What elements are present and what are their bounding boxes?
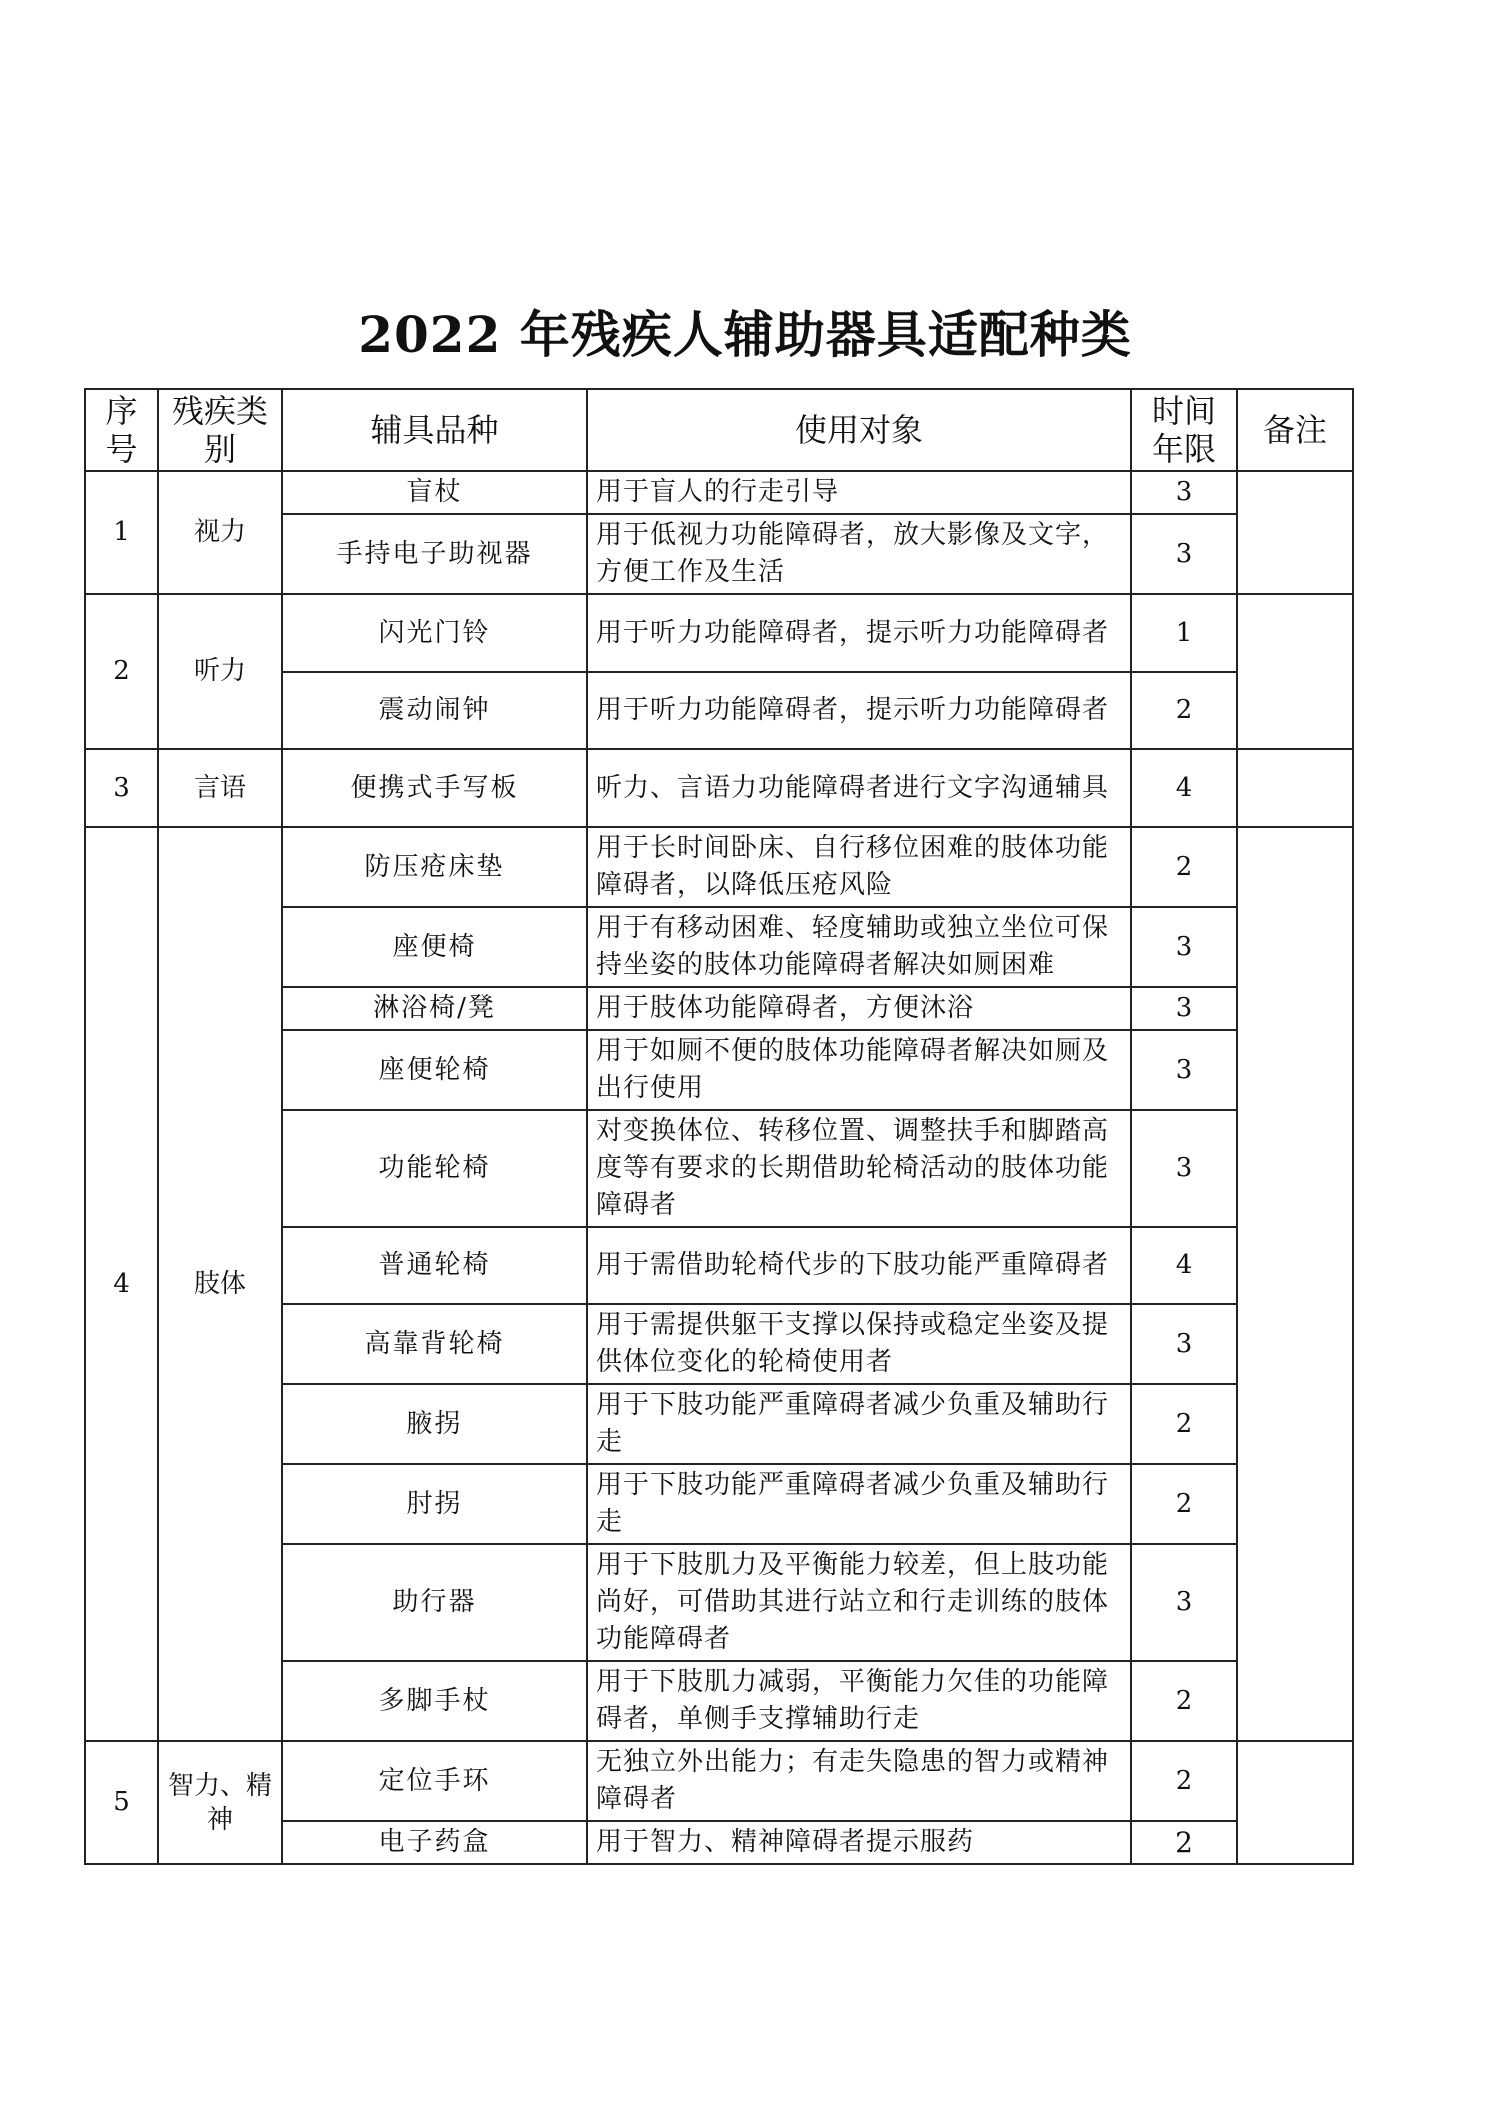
target-cell: 听力、言语力功能障碍者进行文字沟通辅具: [587, 749, 1131, 827]
years-cell: 4: [1131, 749, 1237, 827]
years-cell: 2: [1131, 827, 1237, 907]
seq-cell: 3: [85, 749, 158, 827]
years-cell: 3: [1131, 1030, 1237, 1110]
years-cell: 2: [1131, 1821, 1237, 1864]
remark-cell: [1237, 1741, 1353, 1864]
target-cell: 用于听力功能障碍者，提示听力功能障碍者: [587, 672, 1131, 749]
seq-cell: 2: [85, 594, 158, 749]
target-cell: 用于需借助轮椅代步的下肢功能严重障碍者: [587, 1227, 1131, 1304]
device-cell: 防压疮床垫: [282, 827, 587, 907]
target-cell: 用于长时间卧床、自行移位困难的肢体功能障碍者，以降低压疮风险: [587, 827, 1131, 907]
category-cell: 肢体: [158, 827, 282, 1741]
header-target: 使用对象: [587, 389, 1131, 471]
device-cell: 便携式手写板: [282, 749, 587, 827]
years-cell: 2: [1131, 1384, 1237, 1464]
seq-cell: 1: [85, 471, 158, 594]
remark-cell: [1237, 827, 1353, 1741]
target-cell: 用于如厕不便的肢体功能障碍者解决如厕及出行使用: [587, 1030, 1131, 1110]
target-cell: 对变换体位、转移位置、调整扶手和脚踏高度等有要求的长期借助轮椅活动的肢体功能障碍者: [587, 1110, 1131, 1227]
device-cell: 手持电子助视器: [282, 514, 587, 594]
category-cell: 智力、精神: [158, 1741, 282, 1864]
target-cell: 用于下肢肌力减弱，平衡能力欠佳的功能障碍者，单侧手支撑辅助行走: [587, 1661, 1131, 1741]
header-category: 残疾类别: [158, 389, 282, 471]
device-cell: 功能轮椅: [282, 1110, 587, 1227]
target-cell: 用于下肢肌力及平衡能力较差，但上肢功能尚好，可借助其进行站立和行走训练的肢体功能障碍者: [587, 1544, 1131, 1661]
years-cell: 3: [1131, 907, 1237, 987]
device-cell: 座便椅: [282, 907, 587, 987]
target-cell: 用于下肢功能严重障碍者减少负重及辅助行走: [587, 1384, 1131, 1464]
target-cell: 用于需提供躯干支撑以保持或稳定坐姿及提供体位变化的轮椅使用者: [587, 1304, 1131, 1384]
device-cell: 高靠背轮椅: [282, 1304, 587, 1384]
device-cell: 震动闹钟: [282, 672, 587, 749]
device-cell: 淋浴椅/凳: [282, 987, 587, 1030]
years-cell: 3: [1131, 1110, 1237, 1227]
table-row: [85, 749, 1353, 827]
target-cell: 无独立外出能力；有走失隐患的智力或精神障碍者: [587, 1741, 1131, 1821]
remark-cell: [1237, 594, 1353, 749]
header-remark: 备注: [1237, 389, 1353, 471]
header-years: 时间年限: [1131, 389, 1237, 471]
device-cell: 肘拐: [282, 1464, 587, 1544]
device-cell: 助行器: [282, 1544, 587, 1661]
years-cell: 3: [1131, 1304, 1237, 1384]
target-cell: 用于盲人的行走引导: [587, 471, 1131, 514]
category-cell: 言语: [158, 749, 282, 827]
seq-cell: 4: [85, 827, 158, 1741]
table-row: [85, 1741, 1353, 1821]
years-cell: 3: [1131, 987, 1237, 1030]
target-cell: 用于智力、精神障碍者提示服药: [587, 1821, 1131, 1864]
device-cell: 定位手环: [282, 1741, 587, 1821]
target-cell: 用于听力功能障碍者，提示听力功能障碍者: [587, 594, 1131, 672]
fitting-table: [84, 388, 1354, 1865]
page-title: 2022 年残疾人辅助器具适配种类: [358, 305, 1132, 364]
target-cell: 用于肢体功能障碍者，方便沐浴: [587, 987, 1131, 1030]
target-cell: 用于下肢功能严重障碍者减少负重及辅助行走: [587, 1464, 1131, 1544]
years-cell: 1: [1131, 594, 1237, 672]
years-cell: 3: [1131, 514, 1237, 594]
years-cell: 4: [1131, 1227, 1237, 1304]
device-cell: 盲杖: [282, 471, 587, 514]
device-cell: 座便轮椅: [282, 1030, 587, 1110]
years-cell: 3: [1131, 1544, 1237, 1661]
remark-cell: [1237, 471, 1353, 594]
header-device: 辅具品种: [282, 389, 587, 471]
years-cell: 2: [1131, 1464, 1237, 1544]
years-cell: 2: [1131, 1741, 1237, 1821]
seq-cell: 5: [85, 1741, 158, 1864]
years-cell: 3: [1131, 471, 1237, 514]
device-cell: 腋拐: [282, 1384, 587, 1464]
category-cell: 听力: [158, 594, 282, 749]
device-cell: 普通轮椅: [282, 1227, 587, 1304]
target-cell: 用于低视力功能障碍者，放大影像及文字，方便工作及生活: [587, 514, 1131, 594]
target-cell: 用于有移动困难、轻度辅助或独立坐位可保持坐姿的肢体功能障碍者解决如厕困难: [587, 907, 1131, 987]
category-cell: 视力: [158, 471, 282, 594]
table-row: [85, 471, 1353, 514]
years-cell: 2: [1131, 672, 1237, 749]
table-header-row: [85, 389, 1353, 471]
device-cell: 电子药盒: [282, 1821, 587, 1864]
device-cell: 多脚手杖: [282, 1661, 587, 1741]
table-row: [85, 827, 1353, 907]
remark-cell: [1237, 749, 1353, 827]
device-cell: 闪光门铃: [282, 594, 587, 672]
header-seq: 序号: [85, 389, 158, 471]
years-cell: 2: [1131, 1661, 1237, 1741]
table-row: [85, 594, 1353, 672]
